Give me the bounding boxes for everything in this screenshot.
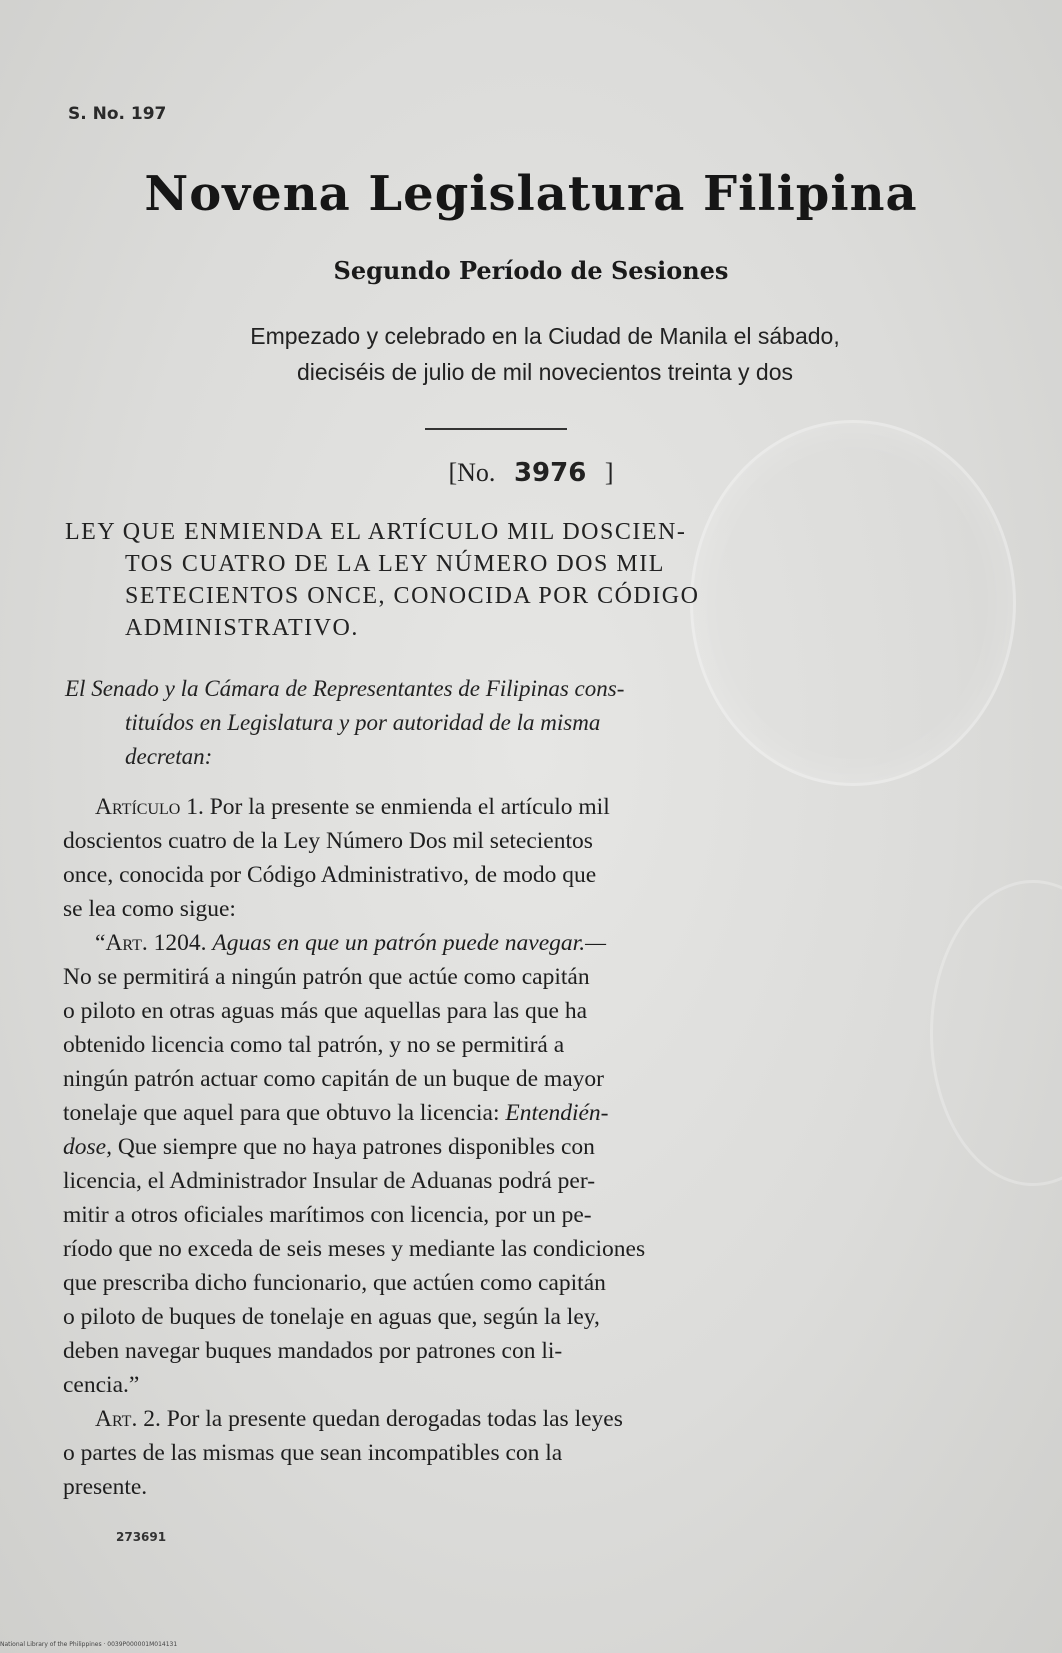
quoted-line: cencia.” xyxy=(63,1372,140,1398)
quoted-line-text: tonelaje que aquel para que obtuvo la licencia: xyxy=(63,1100,506,1126)
quoted-article-label: Art. xyxy=(105,930,148,956)
quoted-line-text: Que siempre que no haya patrones disponibles con xyxy=(111,1134,595,1160)
quoted-line xyxy=(63,1130,913,1164)
law-body xyxy=(63,790,913,1504)
place-line: Empezado y celebrado en la Ciudad de Manila el sábado, xyxy=(250,323,840,349)
quoted-line: No se permitirá a ningún patrón que actúe como capitán xyxy=(63,964,590,990)
law-title-line: ADMINISTRATIVO. xyxy=(125,615,359,641)
enacting-line: decretan: xyxy=(125,744,213,769)
law-number xyxy=(0,458,1062,488)
quoted-line: o piloto de buques de tonelaje en aguas que, según la ley, xyxy=(63,1304,600,1330)
quoted-article-number: 1204. xyxy=(147,930,213,956)
quoted-line: deben navegar buques mandados por patrones con li- xyxy=(63,1338,563,1364)
divider-rule xyxy=(425,428,567,430)
article-2-text: 2. Por la presente quedan derogadas todas las leyes xyxy=(137,1406,623,1432)
quoted-line: mitir a otros oficiales marítimos con licencia, por un pe- xyxy=(63,1202,592,1228)
enacting-line: tituídos en Legislatura y por autoridad de la misma xyxy=(125,710,601,735)
place-line: dieciséis de julio de mil novecientos treinta y dos xyxy=(296,359,794,385)
article-2-label: Art. xyxy=(95,1406,138,1432)
article-2-line: presente. xyxy=(63,1474,148,1500)
law-number-prefix: [No. xyxy=(448,458,496,487)
law-number-value: 3976 xyxy=(513,458,587,488)
proviso-word: Entendién- xyxy=(505,1100,609,1126)
article-1-text: 1. Por la presente se enmienda el artículo mil xyxy=(180,794,610,820)
law-number-suffix: ] xyxy=(604,458,614,487)
quoted-line: que prescriba dicho funcionario, que actúen como capitán xyxy=(63,1270,606,1296)
quoted-line: o piloto en otras aguas más que aquellas para las que ha xyxy=(63,998,588,1024)
article-1-first-line xyxy=(63,790,913,824)
quote-open: “ xyxy=(95,930,106,956)
quoted-article-heading xyxy=(63,926,913,960)
quoted-line: obtenido licencia como tal patrón, y no se permitirá a xyxy=(63,1032,565,1058)
article-1-label: Artículo xyxy=(95,794,181,820)
article-2-line: o partes de las mismas que sean incompatibles con la xyxy=(63,1440,563,1466)
proviso-word: dose, xyxy=(63,1134,112,1160)
quoted-line: ríodo que no exceda de seis meses y mediante las condiciones xyxy=(63,1236,646,1262)
quoted-line: licencia, el Administrador Insular de Aduanas podrá per- xyxy=(63,1168,596,1194)
print-code: 273691 xyxy=(116,1530,167,1544)
embossed-seal-edge xyxy=(930,880,1062,1186)
scan-credit: National Library of the Philippines · 0039P000001M014131 xyxy=(0,1641,178,1648)
enacting-line: El Senado y la Cámara de Representantes de Filipinas cons- xyxy=(65,676,625,701)
article-1-line: se lea como sigue: xyxy=(63,896,236,922)
quoted-line: ningún patrón actuar como capitán de un buque de mayor xyxy=(63,1066,604,1092)
session-subtitle: Segundo Período de Sesiones xyxy=(333,256,729,285)
enacting-clause xyxy=(65,672,915,774)
quoted-line xyxy=(63,1096,913,1130)
article-2-first-line xyxy=(63,1402,913,1436)
legislature-title: Novena Legislatura Filipina xyxy=(144,166,918,222)
bill-number: S. No. 197 xyxy=(68,104,167,124)
law-title-line: LEY QUE ENMIENDA EL ARTÍCULO MIL DOSCIEN- xyxy=(65,519,687,545)
quoted-article-title: Aguas en que un patrón puede navegar.— xyxy=(212,930,606,956)
law-title-line: TOS CUATRO DE LA LEY NÚMERO DOS MIL xyxy=(125,551,665,577)
law-title xyxy=(65,516,915,644)
article-1-line: once, conocida por Código Administrativo, de modo que xyxy=(63,862,597,888)
session-place-date xyxy=(95,318,995,390)
article-1-line: doscientos cuatro de la Ley Número Dos mil setecientos xyxy=(63,828,593,854)
law-title-line: SETECIENTOS ONCE, CONOCIDA POR CÓDIGO xyxy=(125,583,700,609)
